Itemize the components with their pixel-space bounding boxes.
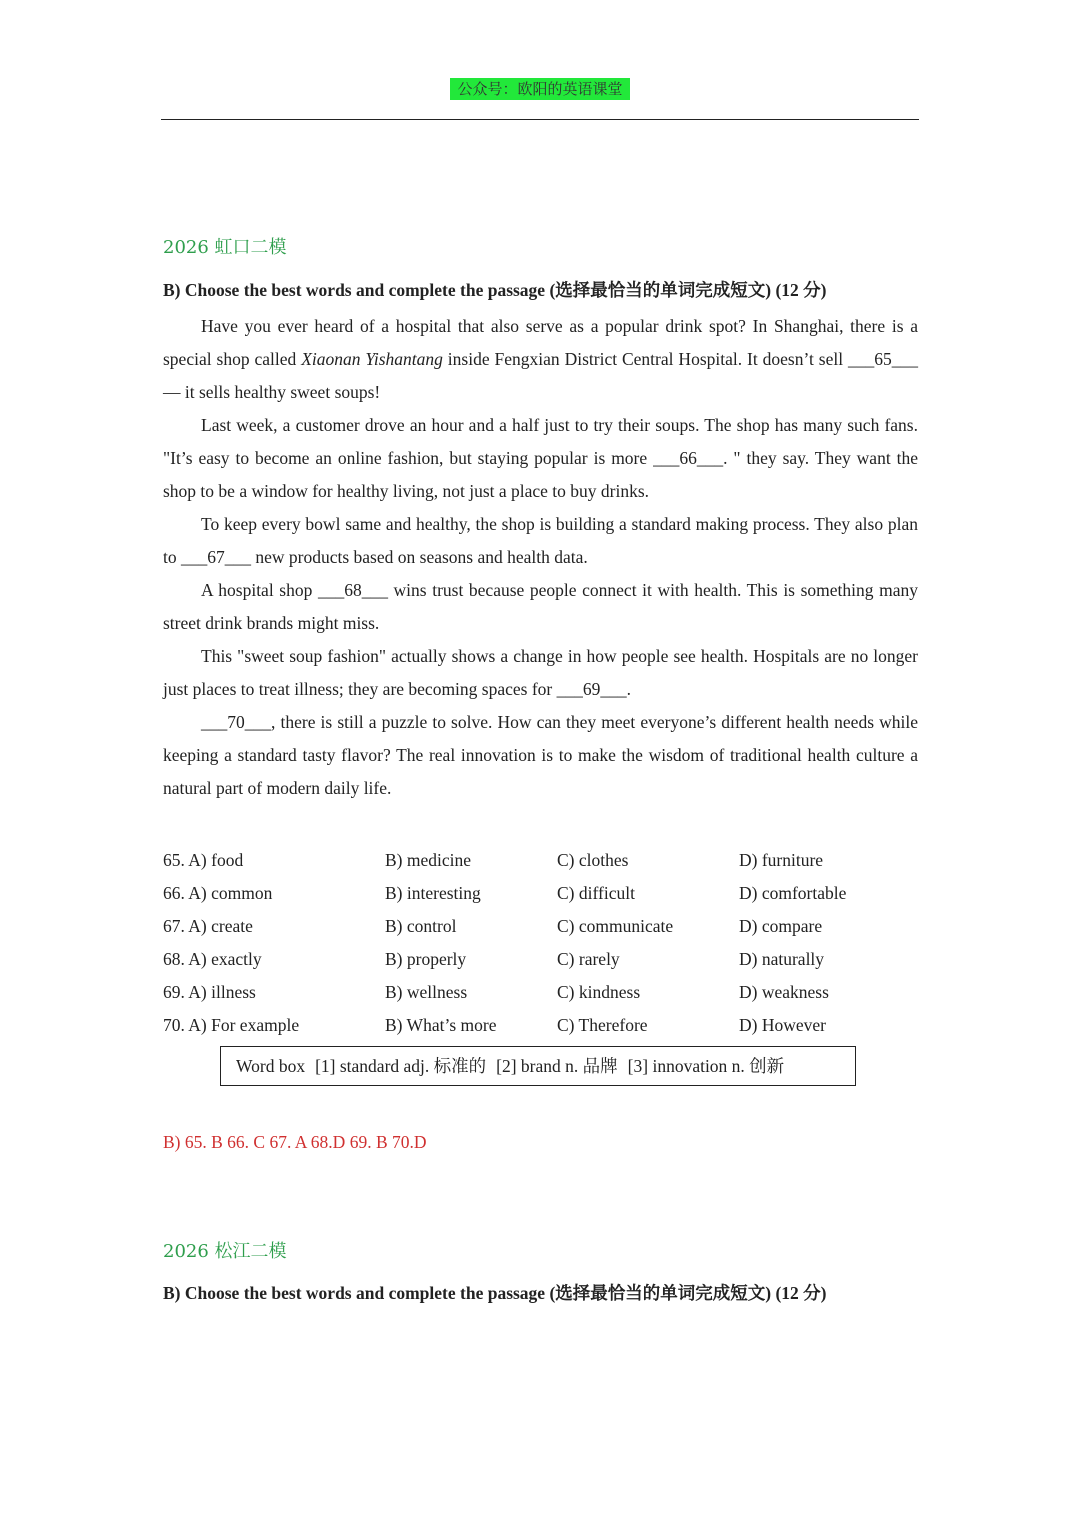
paragraph-2: Last week, a customer drove an hour and a half just to try their soups. The shop has many such fans. "It’s easy to become an online fashion, but staying popular is more ___66___. " they say. They want the shop to be a window for healthy living, not just a place to buy drinks. <box>163 415 918 501</box>
option: D) weakness <box>739 982 829 1002</box>
option: D) furniture <box>739 850 824 870</box>
section-title-songjiang: 2026 松江二模 <box>163 1241 287 1262</box>
word-box <box>220 1046 856 1086</box>
paragraph-1-text-b: inside Fengxian District Central Hospital. It doesn’t sell ___65___ — it sells healthy sweet soups! <box>163 349 918 402</box>
option: B) medicine <box>385 850 472 870</box>
paragraph-1 <box>163 310 918 409</box>
header-tag: 公众号：欧阳的英语课堂 <box>450 78 630 100</box>
task-heading-2: B) Choose the best words and complete the passage (选择最恰当的单词完成短文) (12 分) <box>163 1283 827 1303</box>
option: 70. A) For example <box>163 1015 300 1035</box>
option: C) clothes <box>557 850 629 870</box>
option: D) naturally <box>739 949 825 969</box>
option: C) kindness <box>557 982 641 1002</box>
options-table <box>163 844 923 1042</box>
option: 65. A) food <box>163 850 244 870</box>
option-row-68 <box>163 943 923 976</box>
option: D) compare <box>739 916 823 936</box>
option-row-65 <box>163 844 923 877</box>
word-box-item: [2] brand n. 品牌 <box>496 1056 618 1076</box>
word-box-item: [1] standard adj. 标准的 <box>315 1056 487 1076</box>
word-box-label: Word box <box>236 1056 306 1076</box>
shop-name: Xiaonan Yishantang <box>301 349 443 369</box>
option: C) rarely <box>557 949 620 969</box>
paragraph-4: A hospital shop ___68___ wins trust because people connect it with health. This is something many street drink brands might miss. <box>163 580 918 633</box>
option: C) difficult <box>557 883 635 903</box>
option: 66. A) common <box>163 883 273 903</box>
option: C) Therefore <box>557 1015 648 1035</box>
option: D) comfortable <box>739 883 847 903</box>
paragraph-6: ___70___, there is still a puzzle to solve. How can they meet everyone’s different health needs while keeping a standard tasty flavor? The real innovation is to make the wisdom of traditional health culture a natural part of modern daily life. <box>163 712 918 798</box>
paragraph-1-text-a: Have you ever heard of a hospital that also serve as a popular drink spot? In Shanghai, there is a special shop called <box>163 316 918 369</box>
option-row-67 <box>163 910 923 943</box>
task-heading: B) Choose the best words and complete the passage (选择最恰当的单词完成短文) (12 分) <box>163 280 827 300</box>
option: B) wellness <box>385 982 468 1002</box>
answer-key: B) 65. B 66. C 67. A 68.D 69. B 70.D <box>163 1132 427 1152</box>
option: B) properly <box>385 949 467 969</box>
option: D) However <box>739 1015 826 1035</box>
option: 68. A) exactly <box>163 949 262 969</box>
option: B) interesting <box>385 883 481 903</box>
option: B) control <box>385 916 457 936</box>
option: B) What’s more <box>385 1015 497 1035</box>
section-title-hongkou: 2026 虹口二模 <box>163 237 287 258</box>
word-box-item: [3] innovation n. 创新 <box>627 1056 785 1076</box>
option-row-70 <box>163 1009 923 1042</box>
passage <box>163 310 918 805</box>
option: 69. A) illness <box>163 982 256 1002</box>
option-row-66 <box>163 877 923 910</box>
paragraph-3: To keep every bowl same and healthy, the shop is building a standard making process. They also plan to ___67___ new products based on seasons and health data. <box>163 514 918 567</box>
option-row-69 <box>163 976 923 1009</box>
option: 67. A) create <box>163 916 253 936</box>
header-divider <box>161 119 919 120</box>
paragraph-5: This "sweet soup fashion" actually shows a change in how people see health. Hospitals are no longer just places to treat illness; they are becoming spaces for ___69___. <box>163 646 918 699</box>
option: C) communicate <box>557 916 674 936</box>
